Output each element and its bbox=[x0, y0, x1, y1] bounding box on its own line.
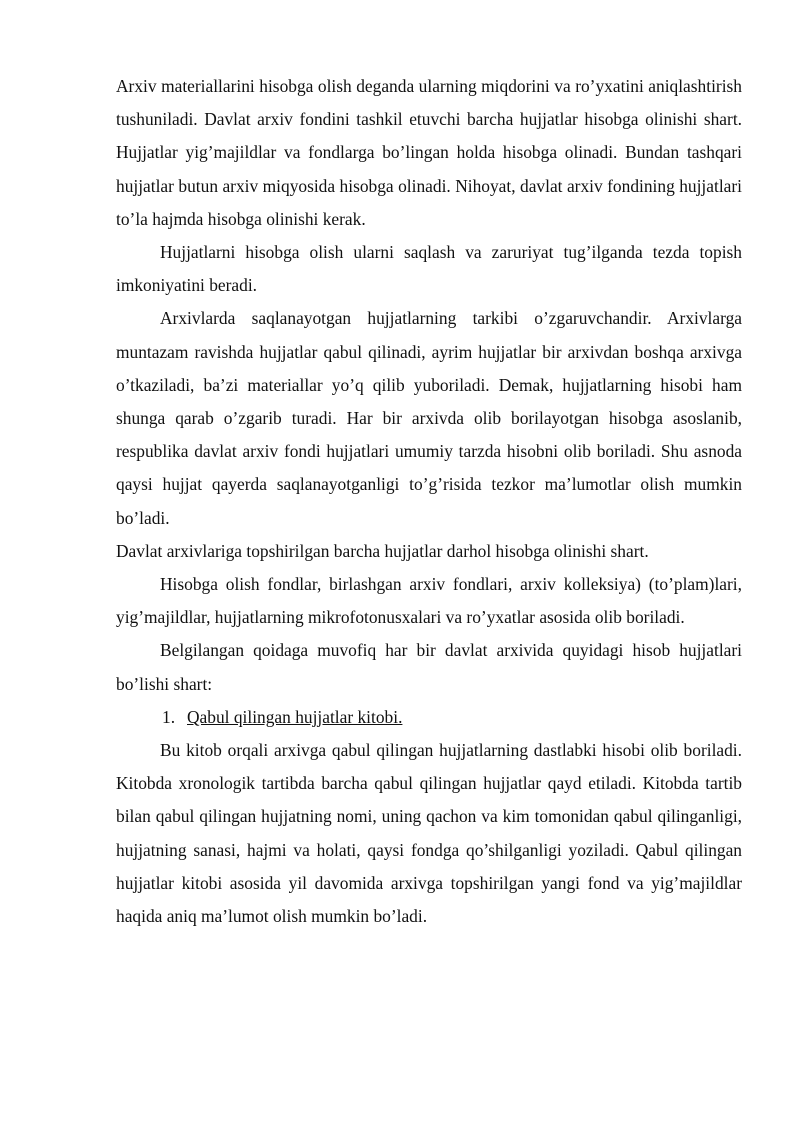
list-item-number: 1. bbox=[162, 706, 176, 727]
list-item-received-documents-book bbox=[116, 701, 742, 734]
paragraph-required-documents: Belgilangan qoidaga muvofiq har bir davlat arxivida quyidagi hisob hujjatlari bo’lishi shart: bbox=[116, 640, 742, 694]
paragraph-accounting-basis: Hisobga olish fondlar, birlashgan arxiv fondlari, arxiv kolleksiya) (to’plam)lari, yig’majildlar, hujjatlarning mikrofotonusxalari va ro’yxatlar asosida olib boriladi. bbox=[116, 574, 742, 628]
paragraph-intro: Arxiv materiallarini hisobga olish deganda ularning miqdorini va ro’yxatini aniqlashtirish tushuniladi. Davlat arxiv fondini tashkil etuvchi barcha hujjatlar hisobga olinishi shart. Hujjatlar yig’majildlar va fondlarga bo’lingan holda hisobga olinadi. Bundan tashqari hujjatlar butun arxiv miqyosida hisobga olinadi. Nihoyat, davlat arxiv fondining hujjatlari to’la hajmda hisobga olinishi kerak. bbox=[116, 76, 742, 229]
paragraph-book-description: Bu kitob orqali arxivga qabul qilingan hujjatlarning dastlabki hisobi olib boriladi. Kitobda xronologik tartibda barcha qabul qilingan hujjatlar qayd etiladi. Kitobda tartib bilan qabul qilingan hujjatning nomi, uning qachon va kim tomonidan qabul qilinganligi, hujjatning sanasi, hajmi va holati, qaysi fondga qo’shilganligi yoziladi. Qabul qilingan hujjatlar kitobi asosida yil davomida arxivga topshirilgan yangi fond va yig’majildlar haqida aniq ma’lumot olish mumkin bo’ladi. bbox=[116, 740, 742, 927]
paragraph-composition: Arxivlarda saqlanayotgan hujjatlarning tarkibi o’zgaruvchandir. Arxivlarga muntazam ravishda hujjatlar qabul qilinadi, ayrim hujjatlar bir arxivdan boshqa arxivga o’tkaziladi, ba’zi materiallar yo’q qilib yuboriladi. Demak, hujjatlarning hisobi ham shunga qarab o’zgarib turadi. Har bir arxivda olib borilayotgan hisobga asoslanib, respublika davlat arxiv fondi hujjatlari umumiy tarzda hisobni olib boriladi. Shu asnoda qaysi hujjat qayerda saqlanayotganligi to’g’risida tezkor ma’lumotlar olish mumkin bo’ladi. bbox=[116, 308, 742, 528]
paragraph-state-archives: Davlat arxivlariga topshirilgan barcha hujjatlar darhol hisobga olinishi shart. bbox=[116, 540, 649, 561]
document-page bbox=[116, 70, 742, 933]
paragraph-purpose: Hujjatlarni hisobga olish ularni saqlash va zaruriyat tug’ilganda tezda topish imkoniyatini beradi. bbox=[116, 242, 742, 296]
list-item-title: Qabul qilingan hujjatlar kitobi. bbox=[187, 706, 403, 727]
